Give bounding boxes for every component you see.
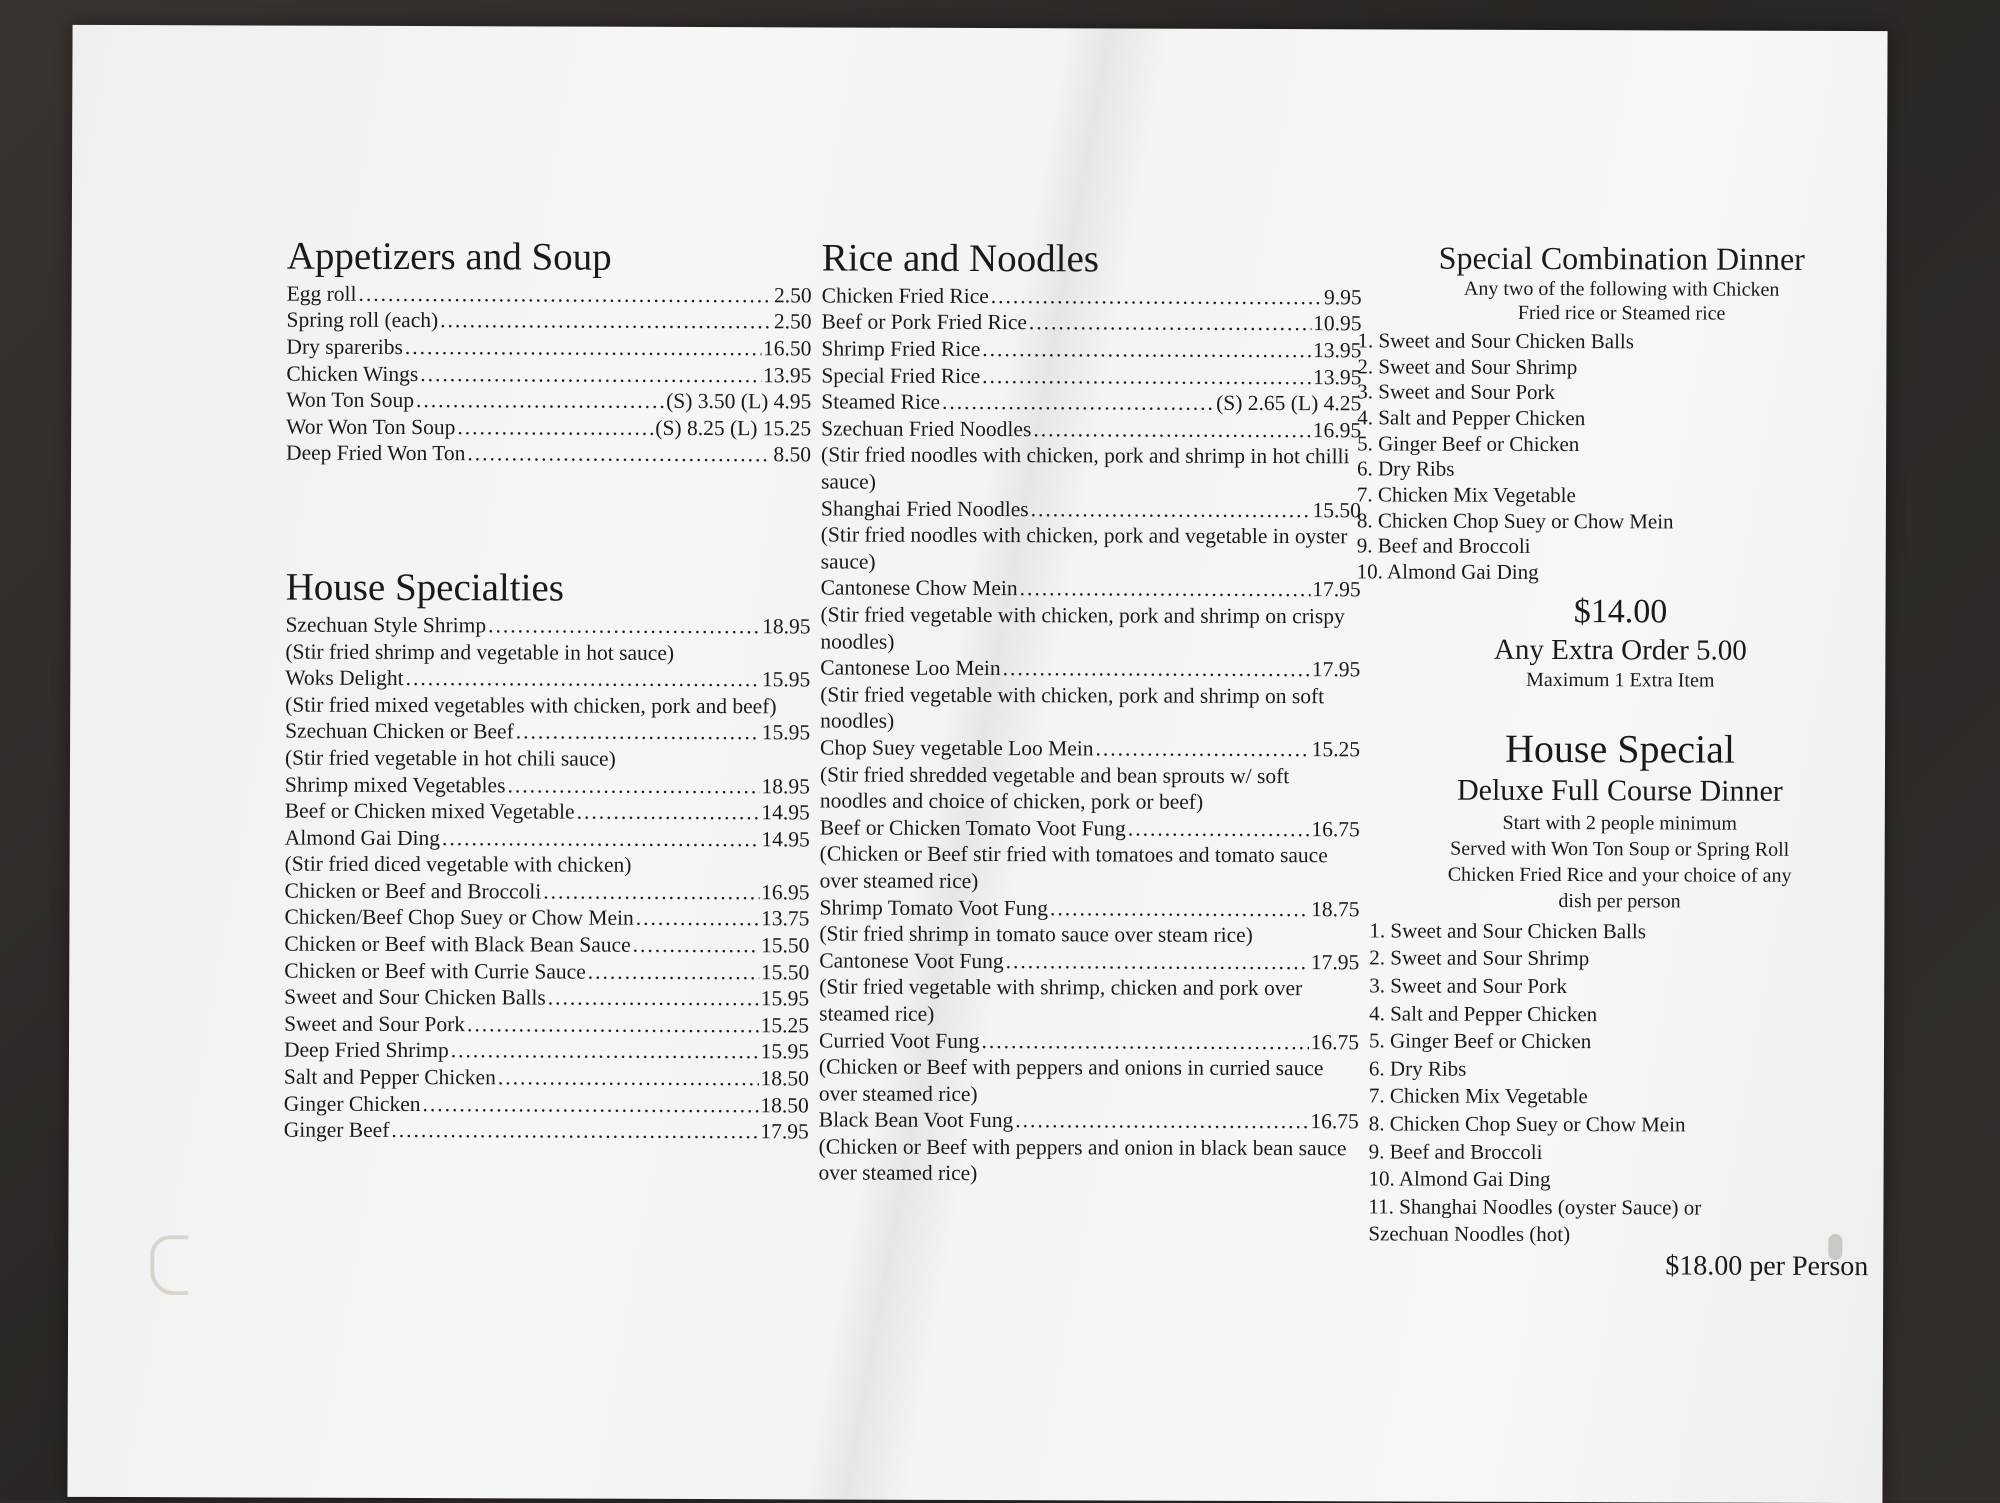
menu-item-name: Wor Won Ton Soup: [286, 414, 456, 440]
menu-item-name: Szechuan Fried Noodles: [821, 416, 1032, 442]
leader-dots: [391, 1117, 758, 1145]
menu-item-price: 16.75: [1310, 1029, 1360, 1054]
menu-item-price: 17.95: [1312, 577, 1361, 602]
numbered-list-item: 4. Salt and Pepper Chicken: [1369, 1000, 1598, 1026]
menu-item-description: (Chicken or Beef stir fried with tomatoes and tomato sauce over steamed rice): [819, 841, 1328, 893]
menu-item-description: (Stir fried shredded vegetable and bean sprouts w/ soft noodles and choice of chicken, pork or beef): [819, 762, 1290, 814]
menu-item-description: (Stir fried noodles with chicken, pork and vegetable in oyster sauce): [820, 522, 1348, 574]
numbered-list-item: 8. Chicken Chop Suey or Chow Mein: [1356, 508, 1674, 534]
house-specialties-title: House Specialties: [285, 565, 565, 610]
house-special-subtitle: Deluxe Full Course Dinner: [1456, 773, 1783, 808]
menu-item-name: Szechuan Style Shrimp: [285, 612, 487, 638]
menu-item: [821, 362, 1361, 390]
menu-item: [286, 360, 811, 388]
leader-dots: [507, 772, 759, 799]
leader-dots: [633, 932, 759, 959]
house-special-title: House Special: [1504, 725, 1736, 772]
leader-dots: [467, 1011, 759, 1039]
leader-dots: [1095, 735, 1309, 762]
menu-item: [285, 771, 810, 799]
menu-item-name: Curried Voot Fung: [818, 1027, 980, 1053]
numbered-list-item: 5. Ginger Beef or Chicken: [1368, 1028, 1592, 1054]
menu-item-price: 18.95: [761, 773, 810, 798]
menu-item-price: 9.95: [1323, 285, 1362, 310]
combination-list: [1341, 328, 1902, 587]
leader-dots: [405, 334, 761, 362]
numbered-list-item: 3. Sweet and Sour Pork: [1369, 973, 1568, 999]
appetizers-list: [286, 280, 812, 468]
menu-item-name: Ginger Beef: [283, 1117, 390, 1143]
combination-title: Special Combination Dinner: [1438, 239, 1805, 277]
leader-dots: [416, 387, 664, 414]
column-left: [284, 236, 812, 1146]
coffee-stain: [150, 1235, 188, 1295]
menu-item: [284, 1117, 809, 1145]
menu-item-price: 18.50: [760, 1066, 809, 1091]
menu-item: [284, 1010, 809, 1038]
menu-item-name: Sweet and Sour Pork: [284, 1011, 466, 1037]
column-middle: [819, 237, 1362, 1188]
menu-item-price: 16.50: [763, 336, 812, 361]
menu-item: [284, 1064, 809, 1092]
menu-item-name: Almond Gai Ding: [284, 825, 441, 850]
menu-item-name: Woks Delight: [285, 665, 404, 691]
menu-item-price: 13.95: [1312, 364, 1362, 390]
menu-item: [284, 931, 809, 959]
menu-item: [285, 612, 810, 640]
menu-item-price: 17.95: [1311, 657, 1361, 682]
leader-dots: [588, 958, 759, 985]
menu-item: [285, 665, 810, 693]
menu-item-price: 13.75: [761, 906, 810, 931]
menu-item-price: 18.95: [762, 614, 811, 639]
menu-item: [821, 309, 1361, 337]
menu-item-name: Deep Fried Won Ton: [286, 441, 466, 466]
leader-dots: [467, 441, 771, 469]
rice-noodles-title: Rice and Noodles: [821, 236, 1100, 281]
menu-item: [286, 440, 811, 468]
menu-item-name: Spring roll (each): [286, 308, 439, 333]
combination-price: $14.00: [1573, 592, 1668, 631]
menu-item-name: Chicken Wings: [286, 361, 419, 386]
combination-extra: Any Extra Order 5.00: [1493, 633, 1747, 667]
menu-item: [286, 387, 811, 415]
leader-dots: [991, 283, 1322, 311]
menu-item-price: 15.25: [760, 1013, 810, 1038]
rice-noodles-list: [819, 282, 1362, 1188]
leader-dots: [1128, 815, 1310, 842]
menu-item-price: 2.50: [773, 283, 812, 308]
menu-item-price: 16.95: [761, 880, 810, 905]
leader-dots: [422, 1091, 758, 1119]
menu-item: [821, 495, 1361, 523]
menu-item-name: Beef or Pork Fried Rice: [821, 309, 1027, 335]
menu-item-description: (Chicken or Beef with peppers and onion in black bean sauce over steamed rice): [818, 1134, 1347, 1186]
numbered-list-item: 1. Sweet and Sour Chicken Balls: [1369, 918, 1646, 944]
numbered-list-item: 2. Sweet and Sour Shrimp: [1357, 353, 1578, 379]
menu-item-name: Beef or Chicken Tomato Voot Fung: [819, 815, 1126, 841]
menu-item-description: (Chicken or Beef with peppers and onions in curried sauce over steamed rice): [818, 1054, 1324, 1106]
leader-dots: [982, 336, 1311, 364]
leader-dots: [636, 905, 759, 932]
menu-item-price: 16.75: [1310, 1109, 1359, 1134]
menu-item-price: 15.50: [760, 933, 810, 958]
menu-item: [821, 336, 1361, 364]
menu-item-price: 15.95: [760, 1039, 810, 1064]
menu-item-price: 15.95: [761, 720, 811, 745]
menu-item-description: (Stir fried vegetable with chicken, pork and shrimp on crispy noodles): [820, 602, 1345, 654]
menu-item: [819, 1027, 1359, 1055]
menu-item: [284, 904, 809, 932]
menu-item-name: Ginger Chicken: [283, 1091, 421, 1116]
menu-item-price: 17.95: [1310, 949, 1360, 975]
menu-item-name: Chop Suey vegetable Loo Mein: [820, 735, 1094, 761]
menu-item-price: 14.95: [761, 826, 810, 852]
menu-item-price: 15.95: [761, 667, 811, 692]
combination-max: Maximum 1 Extra Item: [1526, 668, 1715, 692]
menu-item: [822, 282, 1362, 310]
menu-item-price: 2.50: [773, 309, 812, 334]
menu-item: [284, 1037, 809, 1065]
menu-item-price: 10.95: [1313, 311, 1362, 336]
numbered-list-item: 10. Almond Gai Ding: [1356, 559, 1539, 585]
menu-item: [819, 894, 1359, 922]
numbered-list-item: 9. Beef and Broccoli: [1368, 1138, 1543, 1164]
menu-item-name: Shrimp mixed Vegetables: [284, 772, 506, 797]
leader-dots: [981, 1028, 1308, 1056]
menu-item-price: (S) 3.50 (L) 4.95: [666, 389, 812, 414]
menu-item: [286, 307, 811, 335]
menu-item-description: (Stir fried shrimp in tomato sauce over steam rice): [819, 921, 1253, 948]
menu-item-name: Chicken or Beef and Broccoli: [284, 878, 542, 904]
menu-item-name: Steamed Rice: [821, 389, 941, 415]
menu-item-description: (Stir fried shrimp and vegetable in hot sauce): [285, 639, 675, 665]
menu-item: [820, 655, 1360, 683]
menu-item-price: 15.25: [1311, 737, 1361, 762]
leader-dots: [1033, 416, 1311, 444]
paper-mark: [1828, 1234, 1842, 1260]
menu-item-name: Chicken/Beef Chop Suey or Chow Mein: [284, 905, 634, 931]
menu-item-name: Sweet and Sour Chicken Balls: [284, 984, 546, 1010]
menu-item-name: Cantonese Chow Mein: [820, 575, 1018, 601]
menu-sheet: [67, 25, 1887, 1503]
house-special-desc-1: Start with 2 people minimum: [1502, 811, 1738, 835]
numbered-list-item: 7. Chicken Mix Vegetable: [1356, 482, 1576, 508]
house-special-list: [1338, 917, 1899, 1250]
menu-item: [286, 413, 811, 441]
numbered-list-item: 3. Sweet and Sour Pork: [1357, 379, 1556, 405]
numbered-list-item: 7. Chicken Mix Vegetable: [1368, 1083, 1588, 1109]
menu-item: [284, 957, 809, 985]
menu-item: [285, 877, 810, 905]
leader-dots: [420, 361, 761, 389]
house-special-desc-3: Chicken Fried Rice and your choice of any: [1447, 863, 1792, 887]
menu-item-name: Deep Fried Shrimp: [283, 1038, 449, 1063]
menu-item: [286, 334, 811, 362]
menu-item: [284, 984, 809, 1012]
menu-item: [285, 824, 810, 852]
menu-item-price: 13.95: [762, 362, 812, 388]
leader-dots: [516, 719, 760, 746]
menu-item-name: Chicken or Beef with Currie Sauce: [284, 958, 586, 984]
leader-dots: [543, 878, 759, 905]
menu-item-description: (Stir fried vegetable in hot chili sauce): [284, 745, 616, 771]
menu-item-price: 8.50: [773, 442, 812, 467]
numbered-list-item: 9. Beef and Broccoli: [1356, 533, 1531, 559]
menu-item: [821, 389, 1361, 417]
menu-item-description: (Stir fried diced vegetable with chicken): [284, 851, 632, 878]
menu-item-name: Shrimp Tomato Voot Fung: [819, 894, 1049, 920]
leader-dots: [1015, 1107, 1308, 1135]
leader-dots: [442, 825, 759, 853]
numbered-list-item: 11. Shanghai Noodles (oyster Sauce) or: [1368, 1194, 1702, 1220]
leader-dots: [488, 612, 760, 640]
leader-dots: [358, 281, 772, 309]
menu-item-price: (S) 8.25 (L) 15.25: [655, 415, 812, 441]
menu-item-name: Chicken or Beef with Black Bean Sauce: [284, 931, 631, 957]
combination-sub-2: Fried rice or Steamed rice: [1517, 301, 1726, 325]
leader-dots: [1003, 655, 1310, 683]
menu-item-description: (Stir fried vegetable with chicken, pork and shrimp on soft noodles): [820, 682, 1325, 734]
menu-item-name: Shanghai Fried Noodles: [820, 496, 1029, 521]
leader-dots: [406, 665, 760, 693]
leader-dots: [982, 363, 1311, 391]
menu-item: [820, 814, 1360, 842]
leader-dots: [1029, 310, 1311, 338]
leader-dots: [548, 985, 759, 1012]
house-special-desc-2: Served with Won Ton Soup or Spring Roll: [1450, 837, 1790, 861]
leader-dots: [498, 1064, 759, 1092]
numbered-list-item: 6. Dry Ribs: [1368, 1056, 1467, 1081]
menu-item-price: 14.95: [761, 800, 810, 825]
menu-item-price: 13.95: [1313, 338, 1362, 363]
menu-item-price: (S) 2.65 (L) 4.25: [1216, 391, 1362, 416]
leader-dots: [1006, 948, 1309, 976]
menu-item: [285, 718, 810, 746]
leader-dots: [451, 1038, 759, 1066]
menu-item-name: Beef or Chicken mixed Vegetable: [284, 798, 575, 824]
leader-dots: [1020, 576, 1311, 604]
menu-item-name: Egg roll: [286, 281, 357, 306]
numbered-list-item: 8. Chicken Chop Suey or Chow Mein: [1368, 1111, 1686, 1137]
numbered-list-item: Szechuan Noodles (hot): [1368, 1221, 1571, 1247]
menu-item-name: Cantonese Voot Fung: [819, 948, 1004, 973]
menu-item: [821, 575, 1361, 603]
combination-sub-1: Any two of the following with Chicken: [1463, 277, 1780, 301]
house-special-desc-4: dish per person: [1558, 889, 1681, 913]
menu-item: [819, 947, 1359, 975]
numbered-list-item: 2. Sweet and Sour Shrimp: [1369, 945, 1590, 971]
menu-item-price: 15.50: [1312, 497, 1361, 522]
appetizers-title: Appetizers and Soup: [286, 234, 612, 279]
menu-item-name: Won Ton Soup: [286, 387, 415, 413]
leader-dots: [1050, 895, 1309, 922]
menu-item-price: 15.50: [760, 959, 810, 985]
menu-item-name: Black Bean Voot Fung: [818, 1107, 1014, 1133]
menu-item-name: Shrimp Fried Rice: [821, 336, 981, 362]
house-specialties-list: [284, 612, 811, 1146]
leader-dots: [1031, 496, 1311, 524]
menu-item-description: (Stir fried mixed vegetables with chicken, pork and beef): [285, 692, 777, 719]
leader-dots: [440, 308, 772, 336]
numbered-list-item: 6. Dry Ribs: [1356, 456, 1455, 481]
menu-item-price: 16.95: [1312, 418, 1362, 443]
menu-item: [285, 798, 810, 826]
leader-dots: [577, 799, 760, 826]
menu-item-name: Salt and Pepper Chicken: [283, 1064, 496, 1090]
menu-item-name: Chicken Fried Rice: [821, 283, 989, 308]
leader-dots: [457, 414, 653, 441]
numbered-list-item: 5. Ginger Beef or Chicken: [1357, 430, 1580, 456]
menu-item: [820, 734, 1360, 762]
numbered-list-item: 1. Sweet and Sour Chicken Balls: [1357, 328, 1634, 354]
menu-item-price: 17.95: [760, 1119, 809, 1144]
menu-item-description: (Stir fried noodles with chicken, pork and shrimp in hot chilli sauce): [820, 442, 1350, 494]
menu-item: [819, 1107, 1359, 1135]
menu-item-price: 15.95: [760, 986, 810, 1011]
column-right: [1338, 239, 1902, 1284]
menu-item: [287, 280, 812, 308]
menu-item: [821, 415, 1361, 443]
menu-item: [284, 1090, 809, 1118]
house-special-price: $18.00 per Person: [1665, 1250, 1869, 1283]
menu-item-name: Dry spareribs: [286, 334, 403, 360]
numbered-list-item: 4. Salt and Pepper Chicken: [1357, 405, 1586, 431]
menu-item-price: 18.75: [1311, 896, 1360, 921]
menu-item-name: Szechuan Chicken or Beef: [285, 718, 514, 744]
menu-item-description: (Stir fried vegetable with shrimp, chicken and pork over steamed rice): [819, 974, 1303, 1026]
menu-item-name: Cantonese Loo Mein: [820, 655, 1001, 681]
menu-item-price: 18.50: [760, 1092, 809, 1118]
leader-dots: [942, 389, 1214, 417]
menu-item-name: Special Fried Rice: [821, 363, 981, 388]
numbered-list-item: 10. Almond Gai Ding: [1368, 1166, 1551, 1192]
menu-item-price: 16.75: [1311, 816, 1360, 842]
